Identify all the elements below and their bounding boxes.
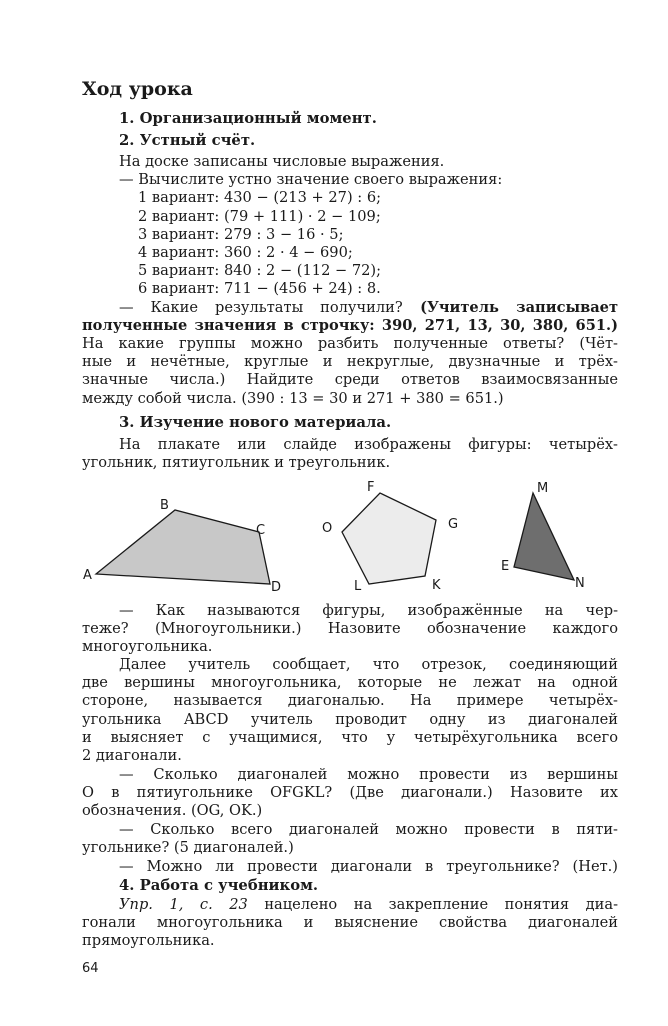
paragraph-line: — Сколько диагоналей можно провести из вершины bbox=[119, 766, 618, 783]
paragraph-line: две вершины многоугольника, которые не лежат на одной bbox=[82, 674, 618, 692]
paragraph-line: прямоугольника. bbox=[82, 932, 215, 950]
vertex-label: N bbox=[575, 576, 585, 591]
page-number: 64 bbox=[82, 961, 99, 976]
paragraph-line: стороне, называется диагональю. На примере четырёх- bbox=[82, 692, 618, 710]
vertex-label: G bbox=[448, 517, 459, 532]
section-3-title: 3. Изучение нового материала. bbox=[119, 414, 392, 431]
pentagon-diagonals-question bbox=[82, 766, 618, 821]
lesson-heading: Ход урока bbox=[82, 78, 193, 100]
paragraph-line: многоугольника. bbox=[82, 638, 213, 656]
results-line: между собой числа. (390 : 13 = 30 и 271 + 380 = 651.) bbox=[82, 389, 504, 407]
vertex-label: B bbox=[160, 498, 169, 513]
vertex-label: E bbox=[501, 559, 510, 574]
vertex-label: C bbox=[256, 523, 266, 538]
vertex-label: M bbox=[537, 481, 549, 496]
poster-line: угольник, пятиугольник и треугольник. bbox=[82, 454, 391, 472]
vertex-label: L bbox=[354, 579, 362, 594]
section-new-material bbox=[82, 414, 618, 432]
textbook-exercise-paragraph bbox=[82, 896, 618, 951]
section-4-title: 4. Работа с учебником. bbox=[119, 877, 319, 894]
variant-line: 1 вариант: 430 − (213 + 27) : 6; bbox=[138, 189, 382, 207]
task-line: — Вычислите устно значение своего выражения: bbox=[119, 171, 503, 189]
section-textbook-work bbox=[82, 877, 618, 895]
paragraph-line: O в пятиугольнике OFGKL? (Две диагонали.) Назовите их bbox=[82, 784, 618, 802]
vertex-label: D bbox=[271, 580, 282, 595]
paragraph-line: — Можно ли провести диагонали в треугольнике? (Нет.) bbox=[119, 858, 618, 875]
paragraph-line bbox=[82, 896, 618, 914]
polygon-figures bbox=[82, 476, 618, 596]
poster-line: На плакате или слайде изображены фигуры: четырёх- bbox=[119, 436, 618, 453]
mental-math-body bbox=[82, 153, 618, 408]
intro-line: На доске записаны числовые выражения. bbox=[119, 153, 445, 170]
exercise-reference: Упр. 1, с. 23 bbox=[119, 896, 248, 913]
section-organizational bbox=[82, 110, 618, 128]
paragraph-line: угольника ABCD учитель проводит одну из диагоналей bbox=[82, 710, 618, 728]
total-diagonals-question bbox=[82, 821, 618, 857]
results-answer: (Учитель записывает bbox=[402, 298, 619, 316]
paragraph-line: обозначения. (OG, OK.) bbox=[82, 802, 263, 820]
section-mental-math bbox=[82, 132, 618, 150]
paragraph-line: теже? (Многоугольники.) Назовите обозначение каждого bbox=[82, 620, 618, 638]
paragraph-line: гонали многоугольника и выяснение свойства диагоналей bbox=[82, 914, 618, 932]
paragraph-line: угольнике? (5 диагоналей.) bbox=[82, 839, 294, 857]
section-1-title: 1. Организационный момент. bbox=[119, 110, 377, 127]
paragraph-line: — Как называются фигуры, изображённые на чер- bbox=[119, 602, 618, 619]
vertex-label: K bbox=[432, 578, 441, 593]
results-line: ные и нечётные, круглые и некруглые, двузначные и трёх- bbox=[82, 353, 618, 371]
results-line: полученные значения в строчку: 390, 271, 13, 30, 380, 651.) bbox=[82, 316, 618, 334]
paragraph-line: и выясняет с учащимися, что у четырёхугольника всего bbox=[82, 728, 618, 746]
results-line: значные числа.) Найдите среди ответов взаимосвязанные bbox=[82, 371, 618, 389]
paragraph-line: 2 диагонали. bbox=[82, 747, 182, 765]
variant-line: 6 вариант: 711 − (456 + 24) : 8. bbox=[138, 280, 381, 298]
pentagon-ofgkl bbox=[322, 480, 458, 594]
variant-line: 4 вариант: 360 : 2 · 4 − 690; bbox=[138, 244, 353, 262]
variant-line: 5 вариант: 840 : 2 − (112 − 72); bbox=[138, 262, 382, 280]
section-2-title: 2. Устный счёт. bbox=[119, 132, 256, 149]
paragraph-line: Далее учитель сообщает, что отрезок, соединяющий bbox=[119, 656, 618, 673]
paragraph-line: — Сколько всего диагоналей можно провести в пяти- bbox=[119, 821, 618, 838]
triangle-diagonals-question bbox=[82, 858, 618, 876]
results-line: На какие группы можно разбить полученные ответы? (Чёт- bbox=[82, 335, 618, 353]
results-line bbox=[82, 299, 618, 317]
figures-question-paragraph bbox=[82, 602, 618, 657]
variant-line: 2 вариант: (79 + 111) · 2 − 109; bbox=[138, 207, 381, 225]
triangle-men bbox=[501, 481, 585, 591]
diagonal-definition-paragraph bbox=[82, 656, 618, 765]
variant-line: 3 вариант: 279 : 3 − 16 · 5; bbox=[138, 225, 344, 243]
poster-paragraph bbox=[82, 436, 618, 472]
quadrilateral-abcd bbox=[83, 498, 281, 595]
vertex-label: O bbox=[322, 521, 333, 536]
vertex-label: A bbox=[83, 568, 92, 583]
exercise-description: нацелено на закрепление понятия диа- bbox=[247, 896, 618, 913]
results-question: — Какие результаты получили? bbox=[119, 298, 403, 316]
vertex-label: F bbox=[367, 480, 375, 495]
